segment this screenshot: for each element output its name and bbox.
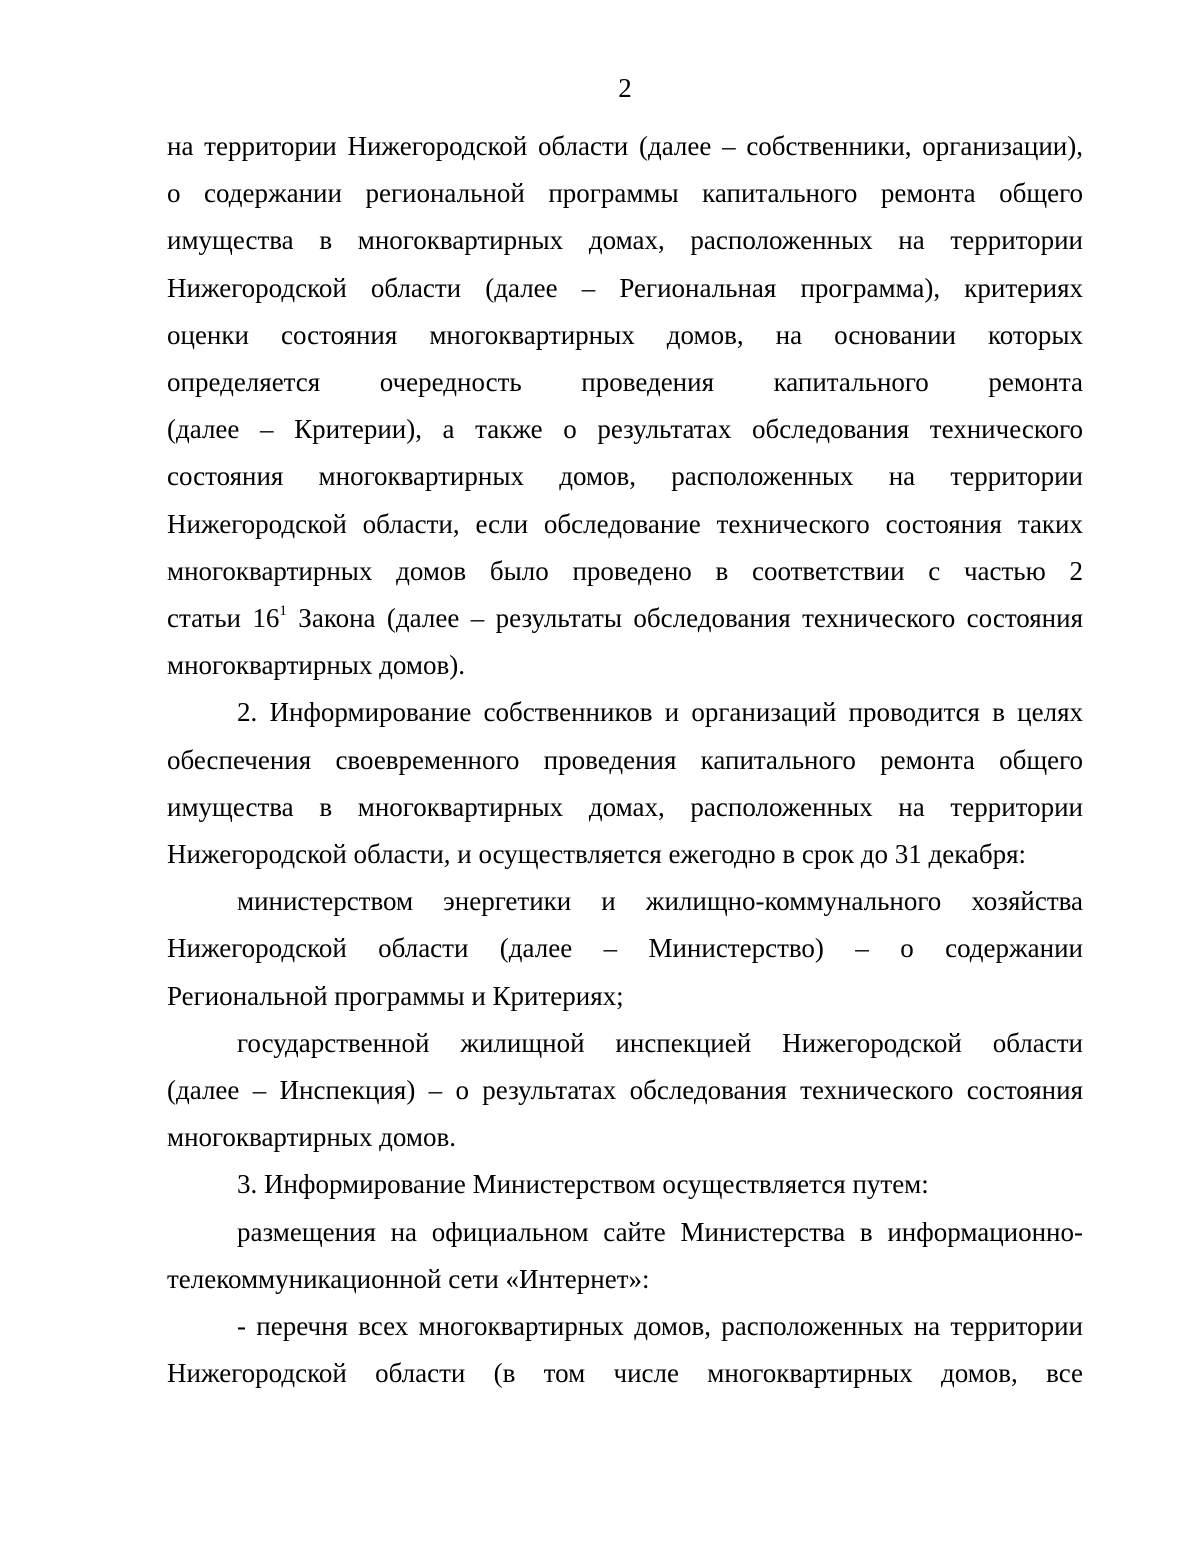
text-line-with-superscript	[167, 595, 1083, 642]
text-line: многоквартирных домов).	[167, 650, 465, 681]
superscript-index: 1	[279, 603, 287, 620]
text-line: министерством энергетики и жилищно-коммунального хозяйства	[237, 886, 1083, 917]
text-line: состояния многоквартирных домов, расположенных на территории	[167, 461, 1083, 492]
paragraph-ministry	[167, 878, 1083, 1020]
text-line: - перечня всех многоквартирных домов, расположенных на территории	[237, 1311, 1083, 1342]
text-line: о содержании региональной программы капитального ремонта общего	[167, 178, 1083, 209]
text-line: Нижегородской области, и осуществляется ежегодно в срок до 31 декабря:	[167, 839, 1027, 870]
text-line: Нижегородской области (в том числе многоквартирных домов, все	[167, 1358, 1083, 1389]
text-line: (далее – Критерии), а также о результатах обследования технического	[167, 414, 1083, 445]
paragraph-item-2	[167, 689, 1083, 878]
text-line: телекоммуникационной сети «Интернет»:	[167, 1263, 650, 1294]
law-article-ref: статьи 16	[167, 603, 280, 634]
text-line: оценки состояния многоквартирных домов, на основании которых	[167, 319, 1083, 350]
text-line: имущества в многоквартирных домах, расположенных на территории	[167, 791, 1083, 822]
paragraph-inspection	[167, 1020, 1083, 1162]
text-line: обеспечения своевременного проведения капитального ремонта общего	[167, 744, 1083, 775]
paragraph-item-3	[167, 1161, 1083, 1208]
text-line: размещения на официальном сайте Министерства в информационно-	[237, 1216, 1083, 1247]
page-number: 2	[618, 73, 632, 103]
text-line: Нижегородской области, если обследование технического состояния таких	[167, 508, 1083, 539]
text-line: государственной жилищной инспекцией Нижегородской области	[237, 1027, 1083, 1058]
text-line: определяется очередность проведения капитального ремонта	[167, 367, 1083, 398]
text-line-rest: Закона (далее – результаты обследования технического состояния	[286, 603, 1083, 634]
text-line: многоквартирных домов.	[167, 1122, 456, 1153]
text-line: Нижегородской области (далее – Министерство) – о содержании	[167, 933, 1083, 964]
paragraph-continuation	[167, 123, 1083, 689]
text-line: Нижегородской области (далее – Региональная программа), критериях	[167, 272, 1083, 303]
text-line: (далее – Инспекция) – о результатах обследования технического состояния	[167, 1075, 1083, 1106]
paragraph-placement	[167, 1209, 1083, 1303]
paragraph-list-item	[167, 1303, 1083, 1397]
text-line: имущества в многоквартирных домах, расположенных на территории	[167, 225, 1083, 256]
text-line: многоквартирных домов было проведено в соответствии с частью 2	[167, 555, 1083, 586]
document-body	[167, 123, 1083, 1397]
text-line: Региональной программы и Критериях;	[167, 980, 624, 1011]
text-line: на территории Нижегородской области (далее – собственники, организации),	[167, 131, 1083, 161]
text-line: 3. Информирование Министерством осуществляется путем:	[237, 1169, 929, 1200]
text-line: 2. Информирование собственников и организаций проводится в целях	[237, 697, 1083, 728]
